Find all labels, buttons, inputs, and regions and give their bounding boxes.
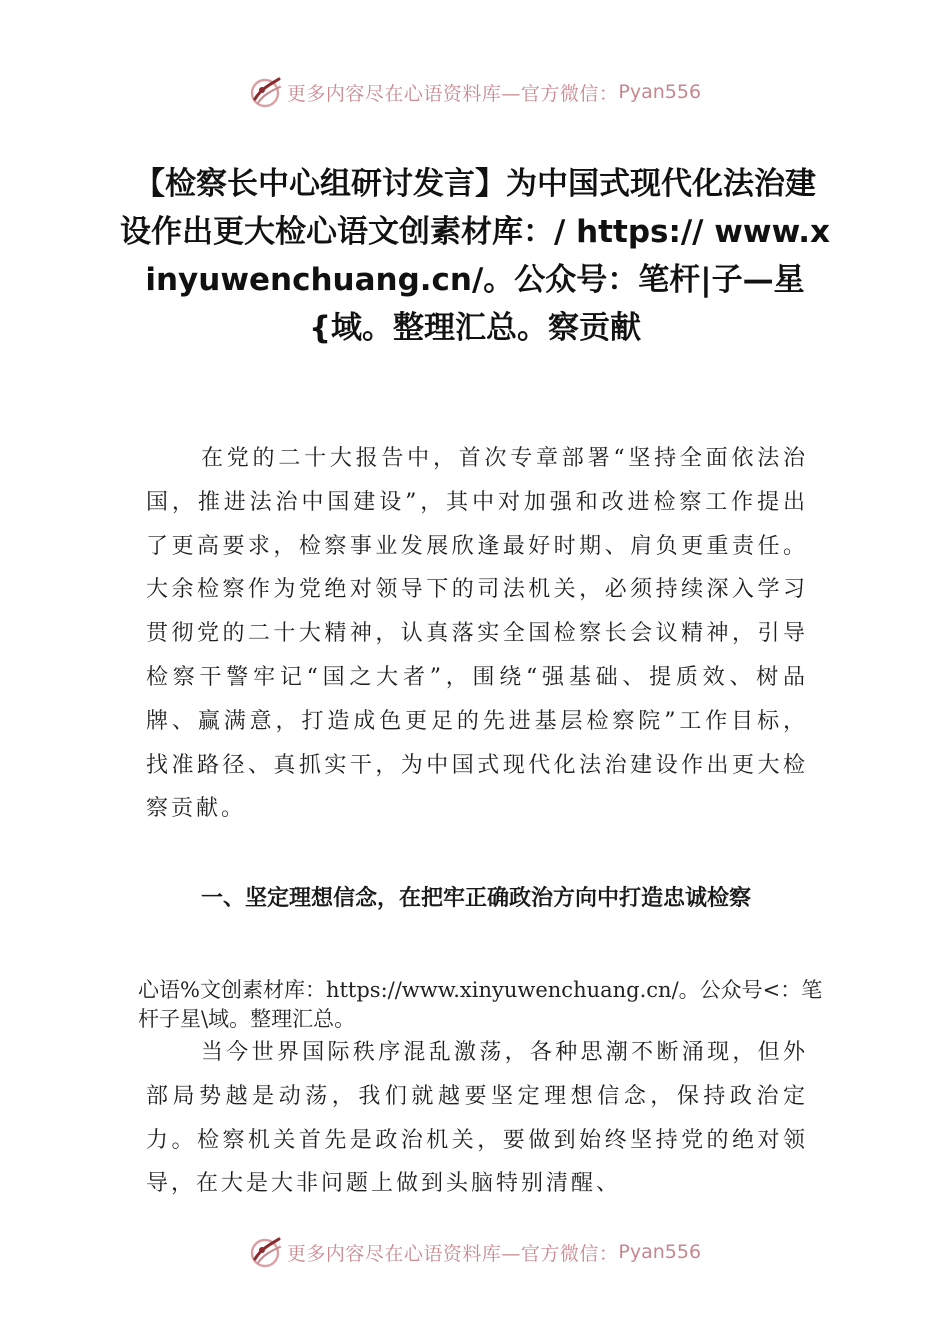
source-note: 心语%文创素材库：https://www.xinyuwenchuang.cn/。公众号<：笔杆子星\域。整理汇总。 — [138, 978, 823, 1031]
header-banner — [0, 72, 950, 112]
document-title: 【检察长中心组研讨发言】为中国式现代化法治建设作出更大检心语文创素材库：/ https:// www.xinyuwenchuang.cn/。公众号：笔杆|子—星{域。整理汇总。察贡献 — [120, 166, 831, 346]
intro-paragraph: 在党的二十大报告中，首次专章部署“坚持全面依法治国，推进法治中国建设”，其中对加强和改进检察工作提出了更高要求，检察事业发展欣逢最好时期、肩负更重责任。大余检察作为党绝对领导下的司法机关，必须持续深入学习贯彻党的二十大精神，认真落实全国检察长会议精神，引导检察干警牢记“国之大者”，围绕“强基础、提质效、树品牌、赢满意，打造成色更足的先进基层检察院”工作目标，找准路径、真抓实干，为中国式现代化法治建设作出更大检察贡献。 — [146, 446, 808, 822]
banner-wechat-id: Pyan556 — [618, 81, 702, 103]
brand-logo-icon — [249, 1235, 283, 1269]
banner-text: 更多内容尽在心语资料库—官方微信： — [286, 82, 619, 105]
footer-banner-text: 更多内容尽在心语资料库—官方微信： — [286, 1242, 619, 1265]
section-heading-1: 一、坚定理想信念，在把牢正确政治方向中打造忠诚检察 — [201, 886, 752, 911]
footer-banner-wechat-id: Pyan556 — [618, 1241, 702, 1263]
footer-banner — [0, 1232, 950, 1272]
brand-logo-icon — [249, 75, 283, 109]
section1-paragraph: 当今世界国际秩序混乱激荡，各种思潮不断涌现，但外部局势越是动荡，我们就越要坚定理想信念，保持政治定力。检察机关首先是政治机关，要做到始终坚持党的绝对领导，在大是大非问题上做到头脑特别清醒、 — [146, 1040, 808, 1197]
